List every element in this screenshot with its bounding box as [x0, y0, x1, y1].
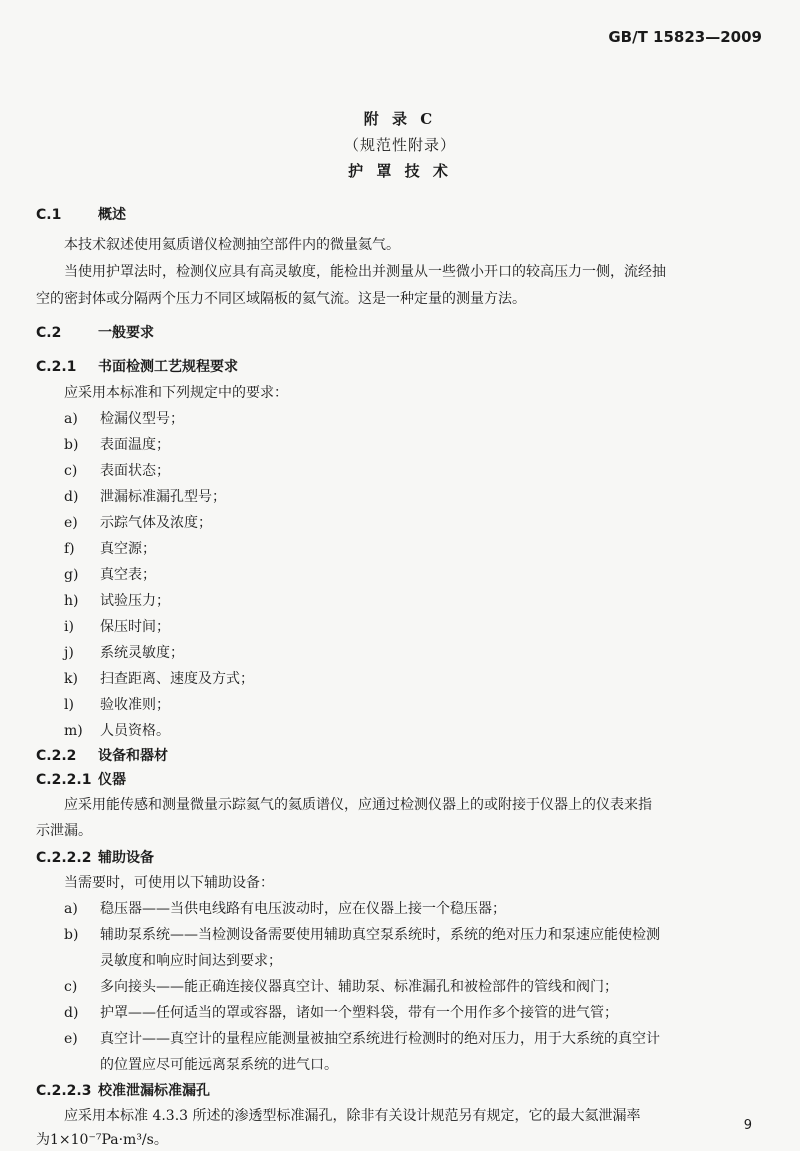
- section-heading: C.2.2.3 校准泄漏标准漏孔: [36, 1083, 210, 1099]
- section-heading: C.2.2.2 辅助设备: [36, 850, 154, 866]
- appendix-label: 附 录 C: [363, 110, 437, 128]
- list-item: i) 保压时间；: [64, 619, 170, 635]
- list-item: a) 检漏仪型号；: [64, 411, 184, 427]
- list-item: l) 验收准则；: [64, 697, 170, 713]
- list-item: j) 系统灵敏度；: [64, 645, 184, 661]
- list-item: b) 表面温度；: [64, 437, 170, 453]
- paragraph-continuation: 为1×10⁻⁷Pa·m³/s。: [36, 1132, 168, 1148]
- list-item: k) 扫查距离、速度及方式；: [64, 671, 254, 687]
- paragraph: 应采用能传感和测量微量示踪氦气的氦质谱仪，应通过检测仪器上的或附接于仪器上的仪表来指: [64, 797, 652, 813]
- appendix-subject: 护 罩 技 术: [348, 162, 452, 180]
- standard-code: GB/T 15823—2009: [608, 28, 762, 46]
- section-heading: C.2.1 书面检测工艺规程要求: [36, 359, 238, 375]
- list-item: h) 试验压力；: [64, 593, 170, 609]
- list-item: c) 多向接头——能正确连接仪器真空计、辅助泵、标准漏孔和被检部件的管线和阀门；: [64, 979, 618, 995]
- paragraph-continuation: 空的密封体或分隔两个压力不同区域隔板的氦气流。这是一种定量的测量方法。: [36, 291, 526, 307]
- section-heading: C.2.2.1 仪器: [36, 772, 126, 788]
- list-item: m) 人员资格。: [64, 723, 170, 739]
- list-item: f) 真空源；: [64, 541, 156, 557]
- paragraph: 应采用本标准 4.3.3 所述的渗透型标准漏孔，除非有关设计规范另有规定，它的最大氦泄漏率: [64, 1108, 641, 1124]
- appendix-title: [0, 106, 800, 184]
- paragraph: 当需要时，可使用以下辅助设备：: [64, 875, 274, 891]
- list-item: e) 真空计——真空计的量程应能测量被抽空系统进行检测时的绝对压力，用于大系统的真空计: [64, 1031, 660, 1047]
- list-item-continuation: 的位置应尽可能远离泵系统的进气口。: [100, 1057, 338, 1073]
- paragraph-continuation: 示泄漏。: [36, 823, 92, 839]
- section-heading: C.1 概述: [36, 207, 126, 223]
- section-heading: C.2.2 设备和器材: [36, 748, 168, 764]
- list-item: g) 真空表；: [64, 567, 156, 583]
- list-item-continuation: 灵敏度和响应时间达到要求；: [100, 953, 282, 969]
- paragraph: 应采用本标准和下列规定中的要求：: [64, 385, 288, 401]
- list-item: e) 示踪气体及浓度；: [64, 515, 212, 531]
- list-item: d) 护罩——任何适当的罩或容器，诸如一个塑料袋，带有一个用作多个接管的进气管；: [64, 1005, 618, 1021]
- paragraph: 当使用护罩法时，检测仪应具有高灵敏度，能检出并测量从一些微小开口的较高压力一侧，流经抽: [64, 264, 666, 280]
- list-item: d) 泄漏标准漏孔型号；: [64, 489, 226, 505]
- list-item: b) 辅助泵系统——当检测设备需要使用辅助真空泵系统时，系统的绝对压力和泵速应能使检测: [64, 927, 660, 943]
- list-item: a) 稳压器——当供电线路有电压波动时，应在仪器上接一个稳压器；: [64, 901, 506, 917]
- appendix-normative-note: （规范性附录）: [343, 136, 456, 154]
- section-heading: C.2 一般要求: [36, 325, 154, 341]
- paragraph: 本技术叙述使用氦质谱仪检测抽空部件内的微量氦气。: [64, 237, 400, 253]
- list-item: c) 表面状态；: [64, 463, 170, 479]
- page-number: 9: [743, 1118, 752, 1133]
